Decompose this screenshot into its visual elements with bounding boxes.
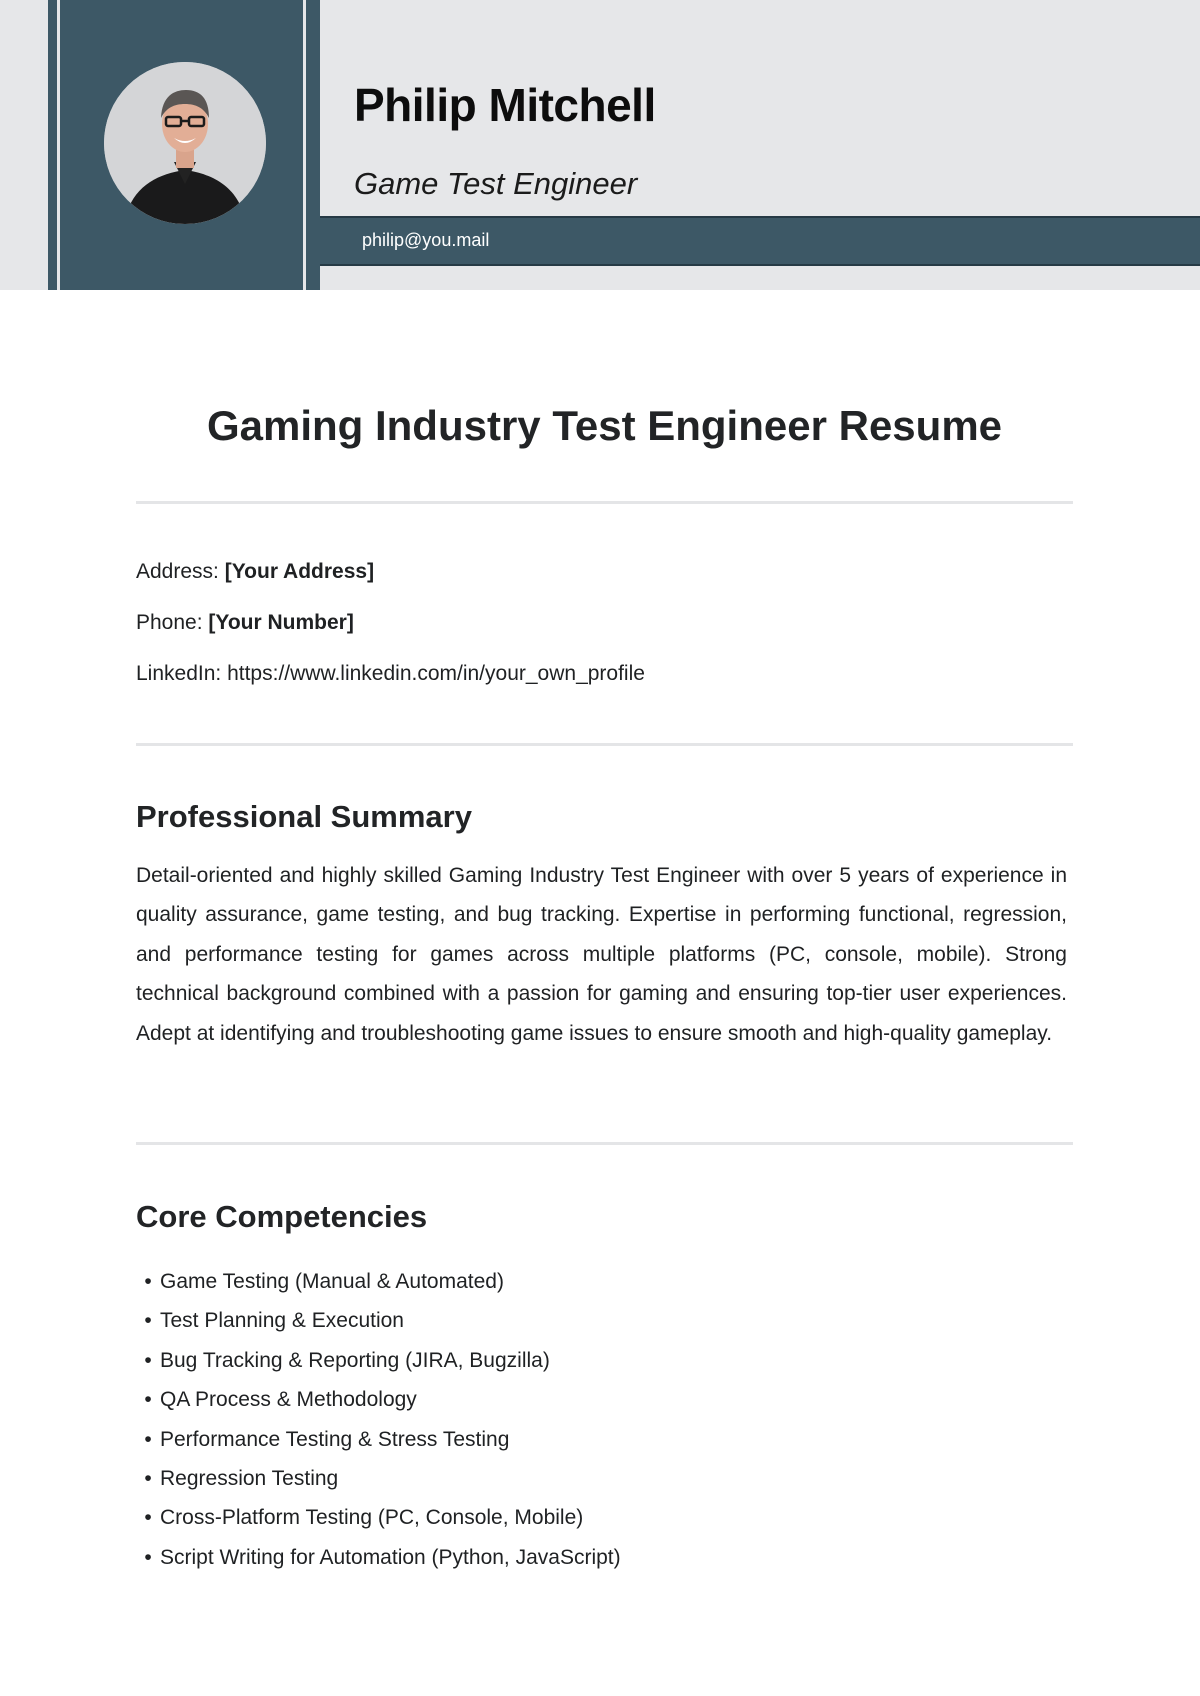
list-item: • Script Writing for Automation (Python, JavaScript) xyxy=(136,1538,621,1577)
side-band-divider-right xyxy=(303,0,306,290)
divider xyxy=(136,1142,1073,1145)
competencies-heading: Core Competencies xyxy=(136,1199,428,1234)
address-value: [Your Address] xyxy=(224,560,375,583)
avatar xyxy=(104,62,266,224)
candidate-name: Philip Mitchell xyxy=(354,79,656,131)
address-label: Address: xyxy=(136,560,219,583)
phone-label: Phone: xyxy=(136,611,203,634)
job-title: Game Test Engineer xyxy=(354,166,638,201)
linkedin-link[interactable]: https://www.linkedin.com/in/your_own_profile xyxy=(227,662,645,685)
email-bar xyxy=(320,216,1200,266)
summary-heading: Professional Summary xyxy=(136,799,472,834)
contact-linkedin xyxy=(136,662,645,686)
divider xyxy=(136,743,1073,746)
list-item: • Bug Tracking & Reporting (JIRA, Bugzilla) xyxy=(136,1341,621,1380)
contact-address xyxy=(136,560,374,584)
phone-value: [Your Number] xyxy=(208,611,354,634)
side-band-divider-left xyxy=(57,0,60,290)
list-item: • QA Process & Methodology xyxy=(136,1380,621,1419)
list-item: • Test Planning & Execution xyxy=(136,1301,621,1340)
linkedin-label: LinkedIn: xyxy=(136,662,222,685)
list-item: • Regression Testing xyxy=(136,1459,621,1498)
document-title: Gaming Industry Test Engineer Resume xyxy=(206,402,1003,449)
contact-phone xyxy=(136,611,354,635)
resume-header xyxy=(0,0,1200,290)
list-item: • Game Testing (Manual & Automated) xyxy=(136,1262,621,1301)
list-item: • Cross-Platform Testing (PC, Console, Mobile) xyxy=(136,1498,621,1537)
profile-photo-icon xyxy=(104,62,266,224)
divider xyxy=(136,501,1073,504)
list-item: • Performance Testing & Stress Testing xyxy=(136,1420,621,1459)
competencies-list xyxy=(136,1262,621,1577)
email-link[interactable]: philip@you.mail xyxy=(362,230,490,250)
summary-text: Detail-oriented and highly skilled Gaming Industry Test Engineer with over 5 years of experience in quality assurance, game testing, and bug tracking. Expertise in performing functional, regression, and performance testing for games across multiple platforms (PC, console, mobile). Strong technical background combined with a passion for gaming and ensuring top-tier user experiences. Adept at identifying and troubleshooting game issues to ensure smooth and high-quality gameplay. xyxy=(136,864,1067,1045)
